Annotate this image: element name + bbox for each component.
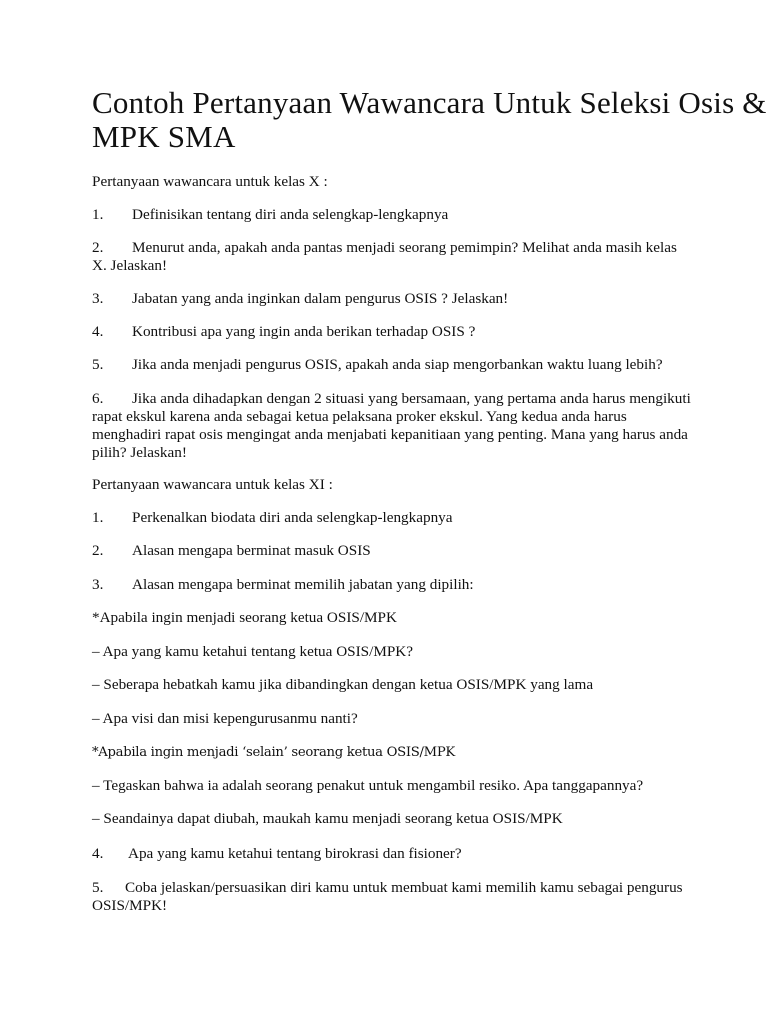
subheading-selain: *Apabila ingin menjadi ‘selain’ seorang ketua OSIS/MPK xyxy=(92,745,455,760)
list-item xyxy=(92,206,692,224)
item-text: Apa yang kamu ketahui tentang birokrasi dan fisioner? xyxy=(128,845,462,862)
item-text: Coba jelaskan/persuasikan diri kamu untuk membuat kami memilih kamu sebagai pengurus OSIS/MPK! xyxy=(92,879,683,914)
sub-item: – Seandainya dapat diubah, maukah kamu menjadi seorang ketua OSIS/MPK xyxy=(92,810,563,827)
sub-item: – Apa visi dan misi kepengurusanmu nanti? xyxy=(92,710,358,727)
list-item xyxy=(92,390,692,462)
list-item xyxy=(92,323,692,341)
sub-item: – Apa yang kamu ketahui tentang ketua OSIS/MPK? xyxy=(92,643,413,660)
sub-item: – Tegaskan bahwa ia adalah seorang penakut untuk mengambil resiko. Apa tanggapannya? xyxy=(92,777,644,794)
item-number: 1. xyxy=(92,509,104,526)
item-number: 2. xyxy=(92,239,104,256)
item-number: 3. xyxy=(92,576,104,593)
list-item xyxy=(92,290,692,308)
item-number: 3. xyxy=(92,290,104,307)
item-text: Jabatan yang anda inginkan dalam pengurus OSIS ? Jelaskan! xyxy=(132,290,509,307)
item-text: Jika anda menjadi pengurus OSIS, apakah anda siap mengorbankan waktu luang lebih? xyxy=(132,356,663,373)
item-number: 1. xyxy=(92,206,104,223)
section-heading-xi: Pertanyaan wawancara untuk kelas XI : xyxy=(92,476,333,493)
item-text: Alasan mengapa berminat memilih jabatan yang dipilih: xyxy=(132,576,474,593)
list-item xyxy=(92,509,692,527)
item-number: 6. xyxy=(92,390,104,407)
section-heading-x: Pertanyaan wawancara untuk kelas X : xyxy=(92,173,328,190)
item-text: Definisikan tentang diri anda selengkap-lengkapnya xyxy=(132,206,449,223)
item-text: Kontribusi apa yang ingin anda berikan terhadap OSIS ? xyxy=(132,323,476,340)
item-number: 2. xyxy=(92,542,104,559)
list-item xyxy=(92,239,692,275)
item-text: Jika anda dihadapkan dengan 2 situasi yang bersamaan, yang pertama anda harus mengikuti rapat ekskul karena anda sebagai ketua pelaksana proker ekskul. Yang kedua anda harus menghadiri rapat osis mengingat anda menjabati kepanitiaan yang penting. Mana yang harus anda pilih? Jelaskan! xyxy=(92,390,691,461)
item-number: 4. xyxy=(92,323,104,340)
list-item xyxy=(92,845,692,863)
subheading-ketua: *Apabila ingin menjadi seorang ketua OSIS/MPK xyxy=(92,609,397,626)
list-item xyxy=(92,576,692,594)
item-number: 5. xyxy=(92,356,104,373)
item-text: Alasan mengapa berminat masuk OSIS xyxy=(132,542,371,559)
item-text: Perkenalkan biodata diri anda selengkap-lengkapnya xyxy=(132,509,453,526)
list-item xyxy=(92,356,692,374)
item-number: 4. xyxy=(92,845,104,862)
item-text: Menurut anda, apakah anda pantas menjadi seorang pemimpin? Melihat anda masih kelas X. Jelaskan! xyxy=(92,239,677,274)
item-number: 5. xyxy=(92,879,104,896)
sub-item: – Seberapa hebatkah kamu jika dibandingkan dengan ketua OSIS/MPK yang lama xyxy=(92,676,594,693)
list-item xyxy=(92,879,692,915)
list-item xyxy=(92,542,692,560)
document-title: Contoh Pertanyaan Wawancara Untuk Seleksi Osis & MPK SMA xyxy=(92,85,767,154)
